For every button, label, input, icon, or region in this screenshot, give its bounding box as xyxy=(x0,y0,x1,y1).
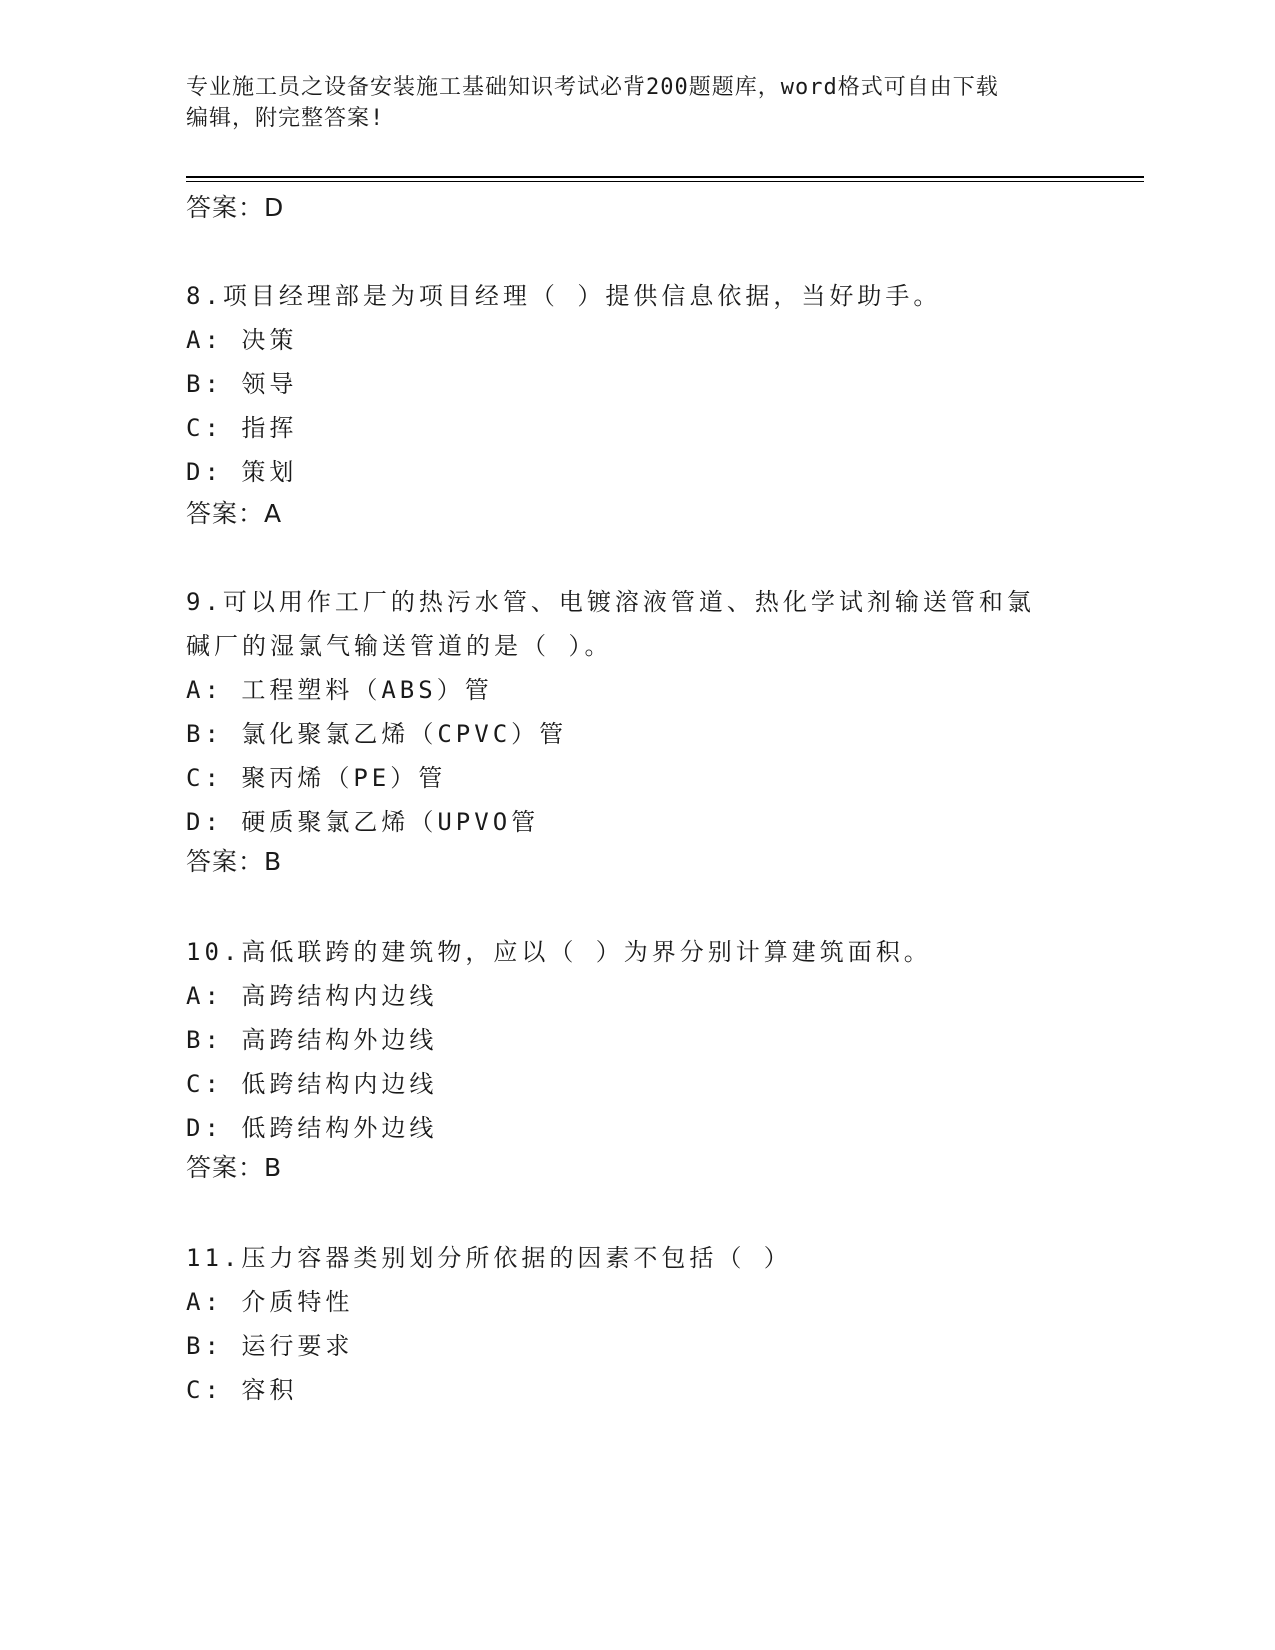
question-9-stem-line-1: 9.可以用作工厂的热污水管、电镀溶液管道、热化学试剂输送管和氯 xyxy=(186,588,1035,616)
question-9-option-d: D: 硬质聚氯乙烯（UPVO管 xyxy=(186,808,540,836)
question-10-option-a: A: 高跨结构内边线 xyxy=(186,982,438,1010)
question-9-option-a: A: 工程塑料（ABS）管 xyxy=(186,676,493,704)
question-11-option-a: A: 介质特性 xyxy=(186,1288,354,1316)
question-11-stem: 11.压力容器类别划分所依据的因素不包括（ ） xyxy=(186,1244,792,1272)
question-10-stem: 10.高低联跨的建筑物，应以（ ）为界分别计算建筑面积。 xyxy=(186,938,932,966)
question-8-option-a: A: 决策 xyxy=(186,326,298,354)
header-divider-thin xyxy=(186,181,1144,182)
question-10-option-d: D: 低跨结构外边线 xyxy=(186,1114,438,1142)
question-10-option-c: C: 低跨结构内边线 xyxy=(186,1070,438,1098)
document-header xyxy=(186,72,1066,134)
question-10-answer: 答案：B xyxy=(186,1153,283,1182)
question-8-answer: 答案：A xyxy=(186,499,283,528)
header-divider-thick xyxy=(186,176,1144,178)
previous-answer: 答案：D xyxy=(186,193,285,222)
question-9-option-c: C: 聚丙烯（PE）管 xyxy=(186,764,447,792)
question-11-option-b: B: 运行要求 xyxy=(186,1332,354,1360)
question-9-stem-line-2: 碱厂的湿氯气输送管道的是（ ）。 xyxy=(186,632,613,660)
question-10-option-b: B: 高跨结构外边线 xyxy=(186,1026,438,1054)
question-9-option-b: B: 氯化聚氯乙烯（CPVC）管 xyxy=(186,720,568,748)
question-8-option-b: B: 领导 xyxy=(186,370,298,398)
question-9-answer: 答案：B xyxy=(186,847,283,876)
question-8-option-c: C: 指挥 xyxy=(186,414,298,442)
question-8-stem: 8.项目经理部是为项目经理（ ）提供信息依据，当好助手。 xyxy=(186,282,942,310)
question-11-option-c: C: 容积 xyxy=(186,1376,298,1404)
header-line-2: 编辑，附完整答案! xyxy=(186,106,385,131)
question-8-option-d: D: 策划 xyxy=(186,458,298,486)
header-line-1: 专业施工员之设备安装施工基础知识考试必背200题题库，word格式可自由下载 xyxy=(186,75,999,100)
